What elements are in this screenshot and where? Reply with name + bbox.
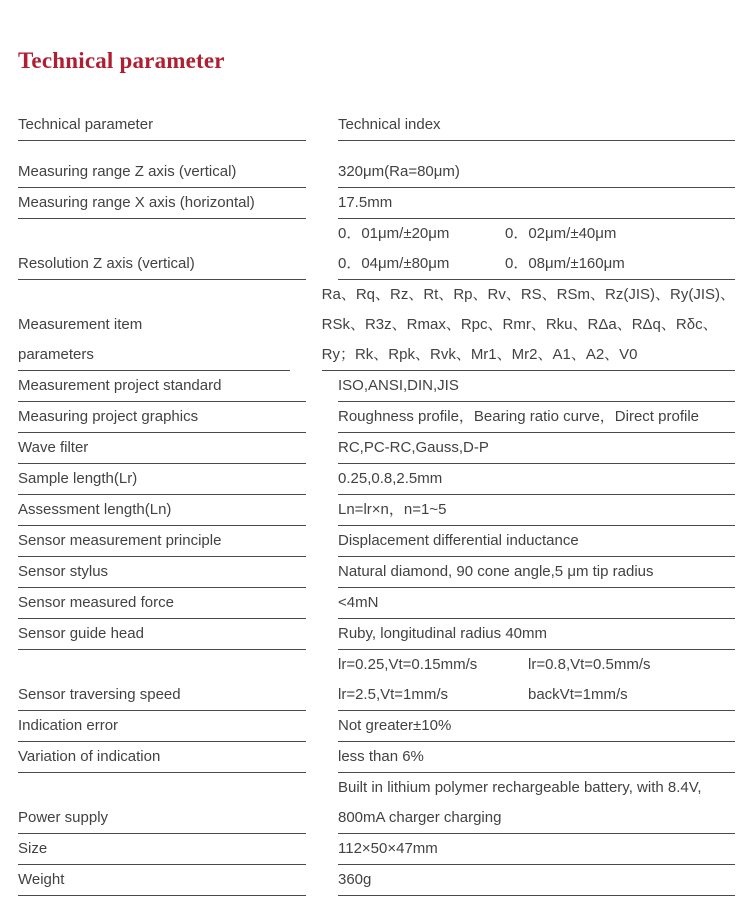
row-label-cell — [18, 865, 306, 896]
row-label-cell — [18, 371, 306, 402]
row-sample-length — [18, 464, 735, 495]
row-value-cell — [338, 773, 735, 834]
value-part: lr=0.25,Vt=0.15mm/s — [338, 656, 478, 673]
row-label-line: parameters — [18, 346, 94, 363]
row-label: Variation of indication — [18, 748, 161, 765]
page-title: Technical parameter — [18, 48, 225, 73]
row-value: Ruby, longitudinal radius 40mm — [338, 625, 547, 642]
row-value-cell — [338, 865, 735, 896]
header-index-cell — [338, 110, 735, 141]
row-label-cell — [18, 280, 290, 371]
row-indication-error — [18, 711, 735, 742]
row-value: Roughness profile，Bearing ratio curve，Direct profile — [338, 408, 699, 425]
row-label-cell — [18, 188, 306, 219]
row-label-cell — [18, 495, 306, 526]
row-value-cell — [338, 526, 735, 557]
row-label-cell — [18, 402, 306, 433]
row-measuring-project-graphics — [18, 402, 735, 433]
row-value-line: Built in lithium polymer rechargeable battery, with 8.4V, — [338, 779, 702, 796]
row-value-line: Ra、Rq、Rz、Rt、Rp、Rv、RS、RSm、Rz(JIS)、Ry(JIS)、 — [321, 286, 735, 303]
row-value-cell — [338, 650, 735, 711]
row-sensor-measurement-principle — [18, 526, 735, 557]
row-label-cell — [18, 650, 306, 711]
row-value-cell — [338, 557, 735, 588]
row-label-cell — [18, 157, 306, 188]
row-value: 360g — [338, 871, 372, 888]
row-value-line — [338, 219, 735, 249]
row-label: Resolution Z axis (vertical) — [18, 255, 195, 272]
row-value: 0.25,0.8,2.5mm — [338, 470, 443, 487]
row-power-supply — [18, 773, 735, 834]
row-value: 17.5mm — [338, 194, 393, 211]
row-value: Displacement differential inductance — [338, 532, 579, 549]
row-value-cell — [338, 188, 735, 219]
row-sensor-measured-force — [18, 588, 735, 619]
row-value-line — [338, 249, 735, 279]
row-label-cell — [18, 834, 306, 865]
table-header-row — [18, 110, 735, 141]
row-label-cell — [18, 742, 306, 773]
row-value: less than 6% — [338, 748, 424, 765]
row-label: Power supply — [18, 809, 109, 826]
row-measurement-project-standard — [18, 371, 735, 402]
row-wave-filter — [18, 433, 735, 464]
row-value-cell — [338, 402, 735, 433]
row-label: Weight — [18, 871, 65, 888]
row-label-cell — [18, 526, 306, 557]
row-value-cell — [338, 619, 735, 650]
row-value-cell — [338, 219, 735, 280]
value-part: 0．01μm/±20μm — [338, 225, 450, 242]
row-measuring-range-z — [18, 157, 735, 188]
row-value: 320μm(Ra=80μm) — [338, 163, 460, 180]
header-index-label: Technical index — [338, 116, 441, 133]
row-label-cell — [18, 464, 306, 495]
row-label: Measuring range Z axis (vertical) — [18, 163, 237, 180]
row-value: Not greater±10% — [338, 717, 452, 734]
row-value-line: RSk、R3z、Rmax、Rpc、Rmr、Rku、RΔa、RΔq、Rδc、 — [321, 316, 718, 333]
row-label-cell — [18, 773, 306, 834]
row-value: ISO,ANSI,DIN,JIS — [338, 377, 459, 394]
row-label-line: Measurement item — [18, 316, 143, 333]
row-sensor-guide-head — [18, 619, 735, 650]
row-label-cell — [18, 619, 306, 650]
row-variation-of-indication — [18, 742, 735, 773]
row-label-cell — [18, 433, 306, 464]
row-label-cell — [18, 711, 306, 742]
row-label: Wave filter — [18, 439, 89, 456]
row-value: Ln=lr×n，n=1~5 — [338, 501, 447, 518]
value-part: lr=2.5,Vt=1mm/s — [338, 686, 449, 703]
row-label: Indication error — [18, 717, 119, 734]
row-label: Size — [18, 840, 48, 857]
row-assessment-length — [18, 495, 735, 526]
row-value-line: 800mA charger charging — [338, 809, 502, 826]
row-weight — [18, 865, 735, 896]
row-value: Natural diamond, 90 cone angle,5 μm tip radius — [338, 563, 654, 580]
row-size — [18, 834, 735, 865]
row-value: RC,PC-RC,Gauss,D-P — [338, 439, 489, 456]
value-part: 0．02μm/±40μm — [505, 225, 617, 242]
row-value-cell — [338, 464, 735, 495]
row-label-cell — [18, 557, 306, 588]
row-value-cell — [338, 495, 735, 526]
row-value-cell — [338, 711, 735, 742]
row-value-cell — [338, 371, 735, 402]
row-sensor-traversing-speed — [18, 650, 735, 711]
row-measuring-range-x — [18, 188, 735, 219]
row-label: Sensor measurement principle — [18, 532, 222, 549]
row-value-line: Ry；Rk、Rpk、Rvk、Mr1、Mr2、A1、A2、V0 — [321, 346, 638, 363]
value-part: backVt=1mm/s — [528, 686, 628, 703]
row-sensor-stylus — [18, 557, 735, 588]
row-label: Assessment length(Ln) — [18, 501, 172, 518]
value-part: 0．04μm/±80μm — [338, 255, 450, 272]
header-param-cell — [18, 110, 306, 141]
row-value-cell — [338, 433, 735, 464]
row-label-cell — [18, 588, 306, 619]
row-value-cell — [338, 834, 735, 865]
row-label: Measuring project graphics — [18, 408, 199, 425]
row-measurement-item-parameters — [18, 280, 735, 371]
row-label: Sensor measured force — [18, 594, 174, 611]
spec-table — [18, 110, 735, 896]
row-value: 112×50×47mm — [338, 840, 438, 857]
row-label: Measuring range X axis (horizontal) — [18, 194, 255, 211]
value-part: lr=0.8,Vt=0.5mm/s — [528, 656, 651, 673]
row-value-cell — [338, 157, 735, 188]
row-label: Sensor stylus — [18, 563, 109, 580]
row-value-cell — [338, 742, 735, 773]
row-value-cell — [322, 280, 735, 371]
row-value-cell — [338, 588, 735, 619]
row-value: <4mN — [338, 594, 379, 611]
row-label: Sensor guide head — [18, 625, 144, 642]
row-value-line — [338, 650, 735, 680]
header-param-label: Technical parameter — [18, 116, 154, 133]
row-label: Sensor traversing speed — [18, 686, 181, 703]
value-part: 0．08μm/±160μm — [505, 255, 625, 272]
row-label: Sample length(Lr) — [18, 470, 138, 487]
row-value-line — [338, 680, 735, 710]
row-label: Measurement project standard — [18, 377, 222, 394]
row-resolution-z — [18, 219, 735, 280]
row-label-cell — [18, 219, 306, 280]
